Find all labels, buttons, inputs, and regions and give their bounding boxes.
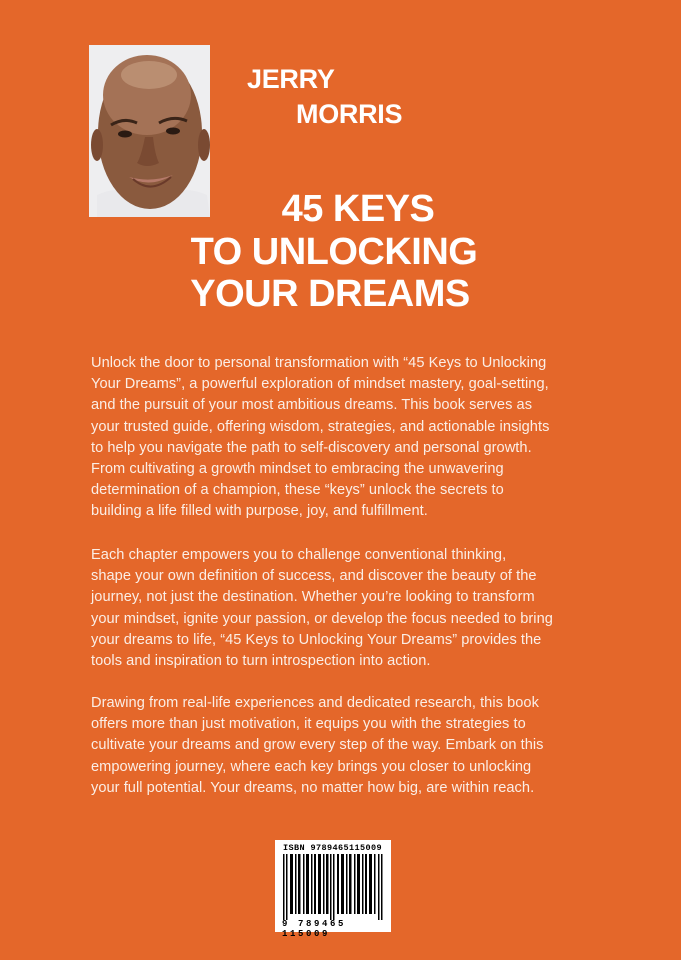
text-line: empowering journey, where each key brings you closer to unlocking — [91, 758, 532, 775]
text-line: shape your own definition of success, and discover the beauty of the — [91, 568, 537, 585]
isbn-label: ISBN 9789465115009 — [283, 843, 383, 853]
text-line: Each chapter empowers you to challenge conventional thinking, — [91, 547, 507, 563]
text-line: From cultivating a growth mindset to embracing the unwavering — [91, 461, 504, 478]
text-line: journey, not just the destination. Whether you’re looking to transform — [91, 589, 535, 606]
text-line: Drawing from real-life experiences and dedicated research, this book — [91, 695, 539, 711]
text-line: building a life filled with purpose, joy, and fulfillment. — [91, 503, 428, 520]
text-line: Unlock the door to personal transformation with “45 Keys to Unlocking — [91, 355, 547, 371]
text-line: Your Dreams”, a powerful exploration of mindset mastery, goal-setting, — [91, 376, 549, 393]
text-line: your dreams to life, “45 Keys to Unlocking Your Dreams” provides the — [91, 631, 542, 648]
text-line: tools and inspiration to turn introspection into action. — [91, 653, 431, 670]
text-line: determination of a champion, these “keys” unlock the secrets to — [91, 482, 504, 499]
text-line: your mindset, ignite your passion, or develop the focus needed to bring — [91, 610, 553, 627]
text-line: to help you navigate the path to self-discovery and personal growth. — [91, 439, 532, 456]
author-last-name: MORRIS — [296, 99, 403, 129]
text-line: your trusted guide, offering wisdom, strategies, and actionable insights — [91, 418, 550, 435]
book-title-line-3: YOUR DREAMS — [190, 273, 470, 315]
book-title-line-1: 45 KEYS — [281, 188, 435, 230]
book-title-line-2: TO UNLOCKING — [190, 231, 478, 273]
barcode-icon — [281, 854, 385, 920]
text-line: your full potential. Your dreams, no matter how big, are within reach. — [91, 779, 535, 796]
text-line: offers more than just motivation, it equips you with the strategies to — [91, 716, 526, 733]
text-line: cultivate your dreams and grow every step of the way. Embark on this — [91, 737, 544, 754]
description-paragraph-1 — [91, 353, 591, 523]
text-line: and the pursuit of your most ambitious dreams. This book serves as — [91, 397, 533, 414]
description-paragraph-3 — [91, 693, 591, 799]
barcode-digits: 9 789465 115009 — [282, 919, 347, 939]
description-paragraph-2 — [91, 545, 591, 672]
author-first-name: JERRY — [247, 64, 335, 94]
isbn-barcode — [275, 840, 391, 939]
